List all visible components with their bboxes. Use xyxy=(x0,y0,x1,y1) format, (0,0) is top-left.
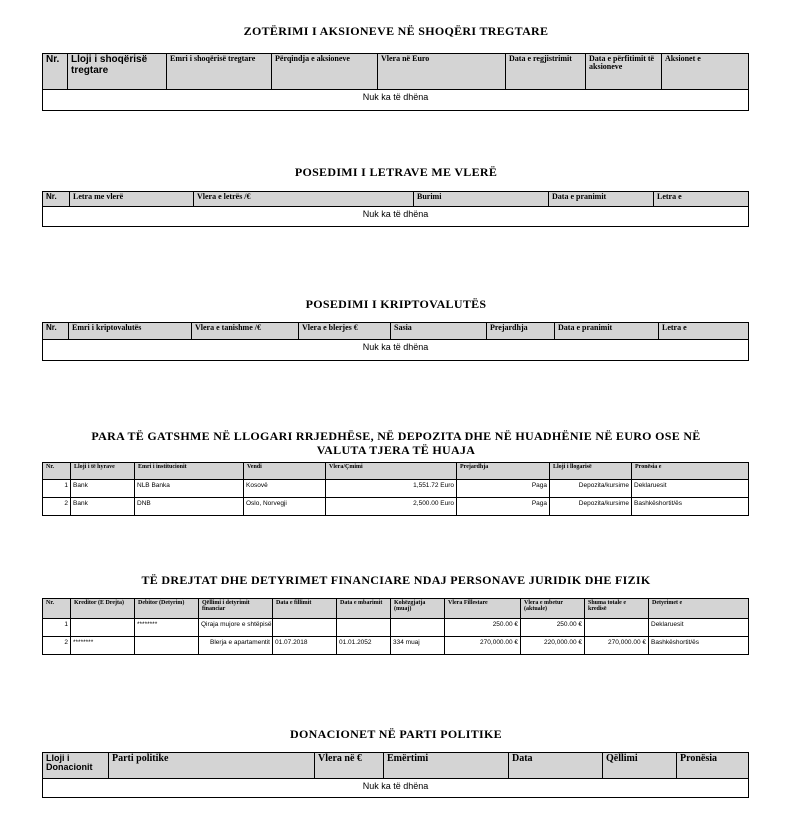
col-header: Parti politike xyxy=(109,753,315,779)
col-header: Nr. xyxy=(43,323,69,340)
no-data-text: Nuk ka të dhëna xyxy=(43,90,749,111)
cell: 2,500.00 Euro xyxy=(326,498,457,516)
col-header: Data e regjistrimit xyxy=(506,54,586,90)
cell: 270,000.00 € xyxy=(585,637,649,655)
col-header: Qëllimi i detyrimit financiar xyxy=(199,599,273,619)
col-header: Lloji i shoqërisë tregtare xyxy=(68,54,167,90)
col-header: Emri i institucionit xyxy=(135,463,244,480)
section-title-rights-obligations: TË DREJTAT DHE DETYRIMET FINANCIARE NDAJ PERSONAVE JURIDIK DHE FIZIK xyxy=(141,573,651,587)
col-header: Detyrimet e xyxy=(649,599,749,619)
col-header: Nr. xyxy=(43,463,71,480)
cell: NLB Banka xyxy=(135,480,244,498)
col-header: Sasia xyxy=(391,323,487,340)
col-header: Qëllimi xyxy=(603,753,677,779)
cell xyxy=(71,619,135,637)
cell: Paga xyxy=(457,480,550,498)
col-header: Emri i kriptovalutës xyxy=(69,323,192,340)
col-header: Prejardhja xyxy=(487,323,555,340)
cell: 1 xyxy=(43,480,71,498)
cell: 01.07.2018 xyxy=(273,637,337,655)
col-header: Lloji i llogarisë xyxy=(550,463,632,480)
cell: ******** xyxy=(71,637,135,655)
col-header: Nr. xyxy=(43,54,68,90)
cell: 250.00 € xyxy=(521,619,585,637)
no-data-text: Nuk ka të dhëna xyxy=(43,779,749,798)
cell xyxy=(585,619,649,637)
cell: Depozita/kursime xyxy=(550,480,632,498)
col-header: Letra e xyxy=(659,323,749,340)
obligations-table xyxy=(42,598,749,655)
cell: Qiraja mujore e shtëpisë xyxy=(199,619,273,637)
section-title-cash-line2: VALUTA TJERA TË HUAJA xyxy=(316,443,476,457)
cell: Bashkëshortit/ës xyxy=(649,637,749,655)
col-header: Pronësia e xyxy=(632,463,749,480)
shares-table xyxy=(42,53,749,111)
cell: 1,551.72 Euro xyxy=(326,480,457,498)
cell: Deklaruesit xyxy=(649,619,749,637)
cell: 270,000.00 € xyxy=(445,637,521,655)
col-header: Nr. xyxy=(43,192,70,207)
col-header: Data e pranimit xyxy=(555,323,659,340)
col-header: Kohëzgjatja (muaj) xyxy=(391,599,445,619)
cell xyxy=(273,619,337,637)
col-header: Debitor (Detyrim) xyxy=(135,599,199,619)
section-title-securities: POSEDIMI I LETRAVE ME VLERË xyxy=(294,165,498,179)
cell: Kosovë xyxy=(244,480,326,498)
cell: 250.00 € xyxy=(445,619,521,637)
section-title-donations: DONACIONET NË PARTI POLITIKE xyxy=(290,727,502,741)
col-header: Vlera në Euro xyxy=(378,54,506,90)
section-title-shares: ZOTËRIMI I AKSIONEVE NË SHOQËRI TREGTARE xyxy=(243,24,549,38)
cell: DNB xyxy=(135,498,244,516)
col-header: Lloji i Donacionit xyxy=(43,753,109,779)
col-header: Vendi xyxy=(244,463,326,480)
col-header: Data e fillimit xyxy=(273,599,337,619)
col-header: Lloji i të hyrave xyxy=(71,463,135,480)
cell xyxy=(337,619,391,637)
col-header: Data e përfitimit të aksioneve xyxy=(586,54,662,90)
crypto-table xyxy=(42,322,749,361)
cell: ******** xyxy=(135,619,199,637)
cell xyxy=(135,637,199,655)
section-title-crypto: POSEDIMI I KRIPTOVALUTËS xyxy=(305,297,487,311)
col-header: Letra me vlerë xyxy=(70,192,194,207)
table-row xyxy=(43,637,749,655)
col-header: Burimi xyxy=(414,192,549,207)
col-header: Emri i shoqërisë tregtare xyxy=(167,54,272,90)
col-header: Data xyxy=(509,753,603,779)
col-header: Aksionet e xyxy=(662,54,749,90)
cell: Bank xyxy=(71,480,135,498)
col-header: Shuma totale e kredisë xyxy=(585,599,649,619)
cell: 2 xyxy=(43,498,71,516)
cell: 1 xyxy=(43,619,71,637)
cell: 01.01.2052 xyxy=(337,637,391,655)
col-header: Përqindja e aksioneve xyxy=(272,54,378,90)
table-row xyxy=(43,498,749,516)
col-header: Vlera/Çmimi xyxy=(326,463,457,480)
col-header: Kreditor (E Drejta) xyxy=(71,599,135,619)
col-header: Vlera e letrës /€ xyxy=(194,192,414,207)
col-header: Data e mbarimit xyxy=(337,599,391,619)
cell: Depozita/kursime xyxy=(550,498,632,516)
col-header: Vlera e tanishme /€ xyxy=(192,323,299,340)
col-header: Nr. xyxy=(43,599,71,619)
col-header: Vlera e mbetur (aktuale) xyxy=(521,599,585,619)
col-header: Vlera Fillestare xyxy=(445,599,521,619)
section-title-cash: PARA TË GATSHME NË LLOGARI RRJEDHËSE, NË DEPOZITA DHE NË HUADHËNIE NË EURO OSE NË xyxy=(91,429,701,443)
securities-table xyxy=(42,191,749,227)
no-data-text: Nuk ka të dhëna xyxy=(43,207,749,227)
table-row xyxy=(43,619,749,637)
col-header: Emërtimi xyxy=(384,753,509,779)
donations-table xyxy=(42,752,749,798)
cell: 2 xyxy=(43,637,71,655)
cell: Blerja e apartamentit xyxy=(199,637,273,655)
col-header: Prejardhja xyxy=(457,463,550,480)
cell: Bashkëshortit/ës xyxy=(632,498,749,516)
col-header: Pronësia xyxy=(677,753,749,779)
cell: 220,000.00 € xyxy=(521,637,585,655)
cell: Oslo, Norvegji xyxy=(244,498,326,516)
no-data-text: Nuk ka të dhëna xyxy=(43,340,749,361)
col-header: Vlera e blerjes € xyxy=(299,323,391,340)
cell: Deklaruesit xyxy=(632,480,749,498)
cell: Bank xyxy=(71,498,135,516)
cash-table xyxy=(42,462,749,516)
cell xyxy=(391,619,445,637)
col-header: Vlera në € xyxy=(315,753,384,779)
col-header: Data e pranimit xyxy=(549,192,654,207)
col-header: Letra e xyxy=(654,192,749,207)
cell: 334 muaj xyxy=(391,637,445,655)
table-row xyxy=(43,480,749,498)
cell: Paga xyxy=(457,498,550,516)
